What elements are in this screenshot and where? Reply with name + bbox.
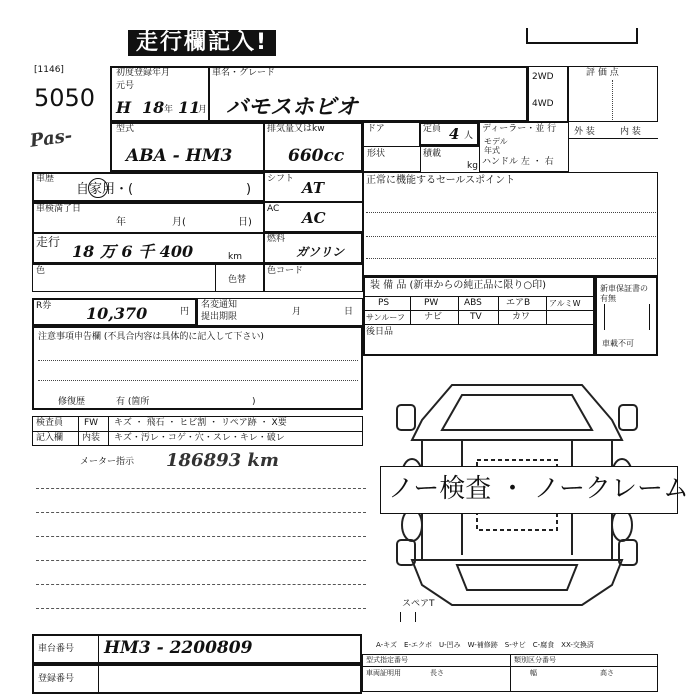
cert-note6: 高さ [600, 669, 614, 677]
cert-note3: 車両証明用 [366, 669, 401, 677]
mileage-value: 18 万 6 千 400 [72, 242, 194, 261]
car-front-outline [412, 385, 622, 440]
spare-bracket [400, 612, 416, 622]
inspection-row1-text: キズ ・ 飛石 ・ ヒビ割 ・ リペア跡 ・ X要 [114, 418, 287, 428]
color-label: 色 [36, 266, 46, 276]
inspector-label1: 検査員 [36, 418, 64, 428]
sales-point-box [363, 172, 658, 276]
lot-number: 5050 [34, 84, 96, 112]
ac-value: AC [302, 209, 326, 227]
shift-value: AT [302, 179, 324, 197]
ac-label: AC [267, 204, 280, 214]
usage-box [32, 172, 265, 202]
model-value: ABA - HM3 [126, 146, 233, 166]
warranty-unknown: 車載不可 [602, 339, 634, 348]
fuel-value: ガソリン [296, 245, 345, 259]
equip-tv: TV [470, 312, 482, 322]
first-reg-label: 初度登録年月 [116, 68, 171, 78]
cert-note1: 型式指定番号 [366, 656, 408, 664]
tax-value: 10,370 [86, 304, 148, 323]
reg-box [32, 664, 362, 694]
handwritten-scribble: Pas- [28, 125, 74, 152]
equip-ps: PS [378, 298, 390, 308]
spare-label: スペアT [402, 599, 435, 609]
warranty-title: 新車保証書の有無 [600, 284, 648, 303]
equip-pw: PW [424, 298, 439, 308]
load-label: 積載 [423, 149, 442, 159]
handle-label: ハンドル 左 ・ 右 [482, 157, 554, 167]
notice-label1: 名変通知 [201, 300, 238, 310]
capacity-label: 定員 [423, 124, 442, 134]
sales-point-label: 正常に機能するセールスポイント [366, 175, 516, 186]
reg-label: 登録番号 [38, 674, 75, 684]
inspection-row2-key: 内装 [82, 433, 101, 443]
interior-label: 内 装 [620, 127, 641, 137]
shaken-month: 月( [172, 217, 186, 228]
equipment-title: 装 備 品 (新車からの純正品に限り○印) [370, 280, 547, 291]
chassis-label: 車台番号 [38, 644, 75, 654]
tax-label: R券 [36, 301, 52, 311]
aftermarket-label: 後日品 [366, 327, 394, 337]
name-grade-value: バモスホビオ [226, 94, 359, 120]
name-grade-label: 車名・グレード [212, 68, 276, 78]
rating-label: 評 価 点 [586, 68, 619, 78]
month-value: 11 [178, 98, 201, 117]
mileage-label: 走行 [36, 235, 61, 249]
cert-note2: 類別区分番号 [514, 656, 556, 664]
notice-label2: 提出期限 [201, 312, 238, 322]
repair-value: 有 (箇所 [116, 397, 150, 407]
banner-title: 走行欄記入! [128, 30, 276, 56]
no-claim-stamp: ノー検査 ・ ノークレーム [388, 474, 689, 504]
inspector-label2: 記入欄 [36, 433, 64, 443]
era-label: 元号 [116, 81, 135, 91]
model-year-label2: 年式 [484, 146, 500, 155]
usage-label: 車歴 [36, 174, 55, 184]
equip-abs: ABS [464, 298, 482, 308]
usage-close: ) [246, 182, 252, 197]
repair-close: ) [252, 397, 256, 407]
meter-label: メーター指示 [80, 457, 135, 467]
drive-4wd: 4WD [532, 99, 554, 109]
equip-sunroof: サンルーフ [366, 313, 405, 322]
doors-label: ドア [367, 124, 385, 134]
exterior-label: 外 装 [574, 127, 595, 137]
inspection-row2-text: キズ・汚レ・コゲ・穴・スレ・キレ・破レ [114, 433, 285, 443]
shift-label: シフト [267, 174, 295, 184]
tax-unit: 円 [180, 307, 190, 317]
inspection-row1-key: FW [84, 418, 99, 428]
meter-value: 186893 km [166, 450, 279, 471]
cert-note5: 幅 [530, 669, 537, 677]
header-bracket [526, 28, 638, 44]
year-unit: 年 [164, 105, 174, 115]
drive-2wd: 2WD [532, 72, 554, 82]
car-rear-outline [412, 560, 622, 605]
dealer-label: ディーラー・並 行 [482, 124, 557, 134]
shaken-day: 日) [238, 217, 252, 228]
month-unit: 月 [198, 105, 208, 115]
era-value: H [116, 98, 132, 117]
notice-day: 日 [344, 307, 354, 317]
usage-value: 自家用・( [76, 182, 134, 197]
model-label: 型式 [116, 124, 135, 134]
mileage-unit: km [228, 252, 242, 262]
shaken-label: 車検満了日 [36, 204, 82, 214]
capacity-value: 4 [449, 125, 460, 143]
cert-note4: 長さ [430, 669, 444, 677]
year-value: 18 [142, 98, 165, 117]
equip-navi: ナビ [424, 312, 443, 322]
ref-code: [1146] [34, 65, 64, 75]
equip-leather: カワ [512, 312, 531, 322]
model-year-label: モデル [484, 137, 508, 146]
notice-month: 月 [292, 307, 302, 317]
displacement-value: 660cc [288, 146, 345, 166]
shape-label: 形状 [367, 149, 386, 159]
color-code-label: 色コード [267, 266, 304, 276]
damage-legend: A-キズ E-エクボ U-凹み W-補修跡 S-サビ C-腐食 XX-交換済 [376, 641, 594, 649]
fuel-label: 燃料 [267, 234, 286, 244]
warranty-check-bracket [604, 304, 650, 330]
kg-unit: kg [467, 161, 478, 171]
equip-alloy: アルミW [549, 299, 581, 308]
equip-airbag: エアB [506, 298, 531, 308]
displacement-label: 排気量又はkw [267, 124, 325, 134]
chassis-value: HM3 - 2200809 [104, 638, 253, 658]
color-change-label: 色替 [228, 275, 247, 285]
notes-title: 注意事項申告欄 (不具合内容は具体的に記入して下さい) [38, 332, 264, 342]
capacity-unit: 人 [464, 131, 474, 141]
repair-label: 修復歴 [58, 397, 86, 407]
shaken-year: 年 [116, 217, 126, 228]
